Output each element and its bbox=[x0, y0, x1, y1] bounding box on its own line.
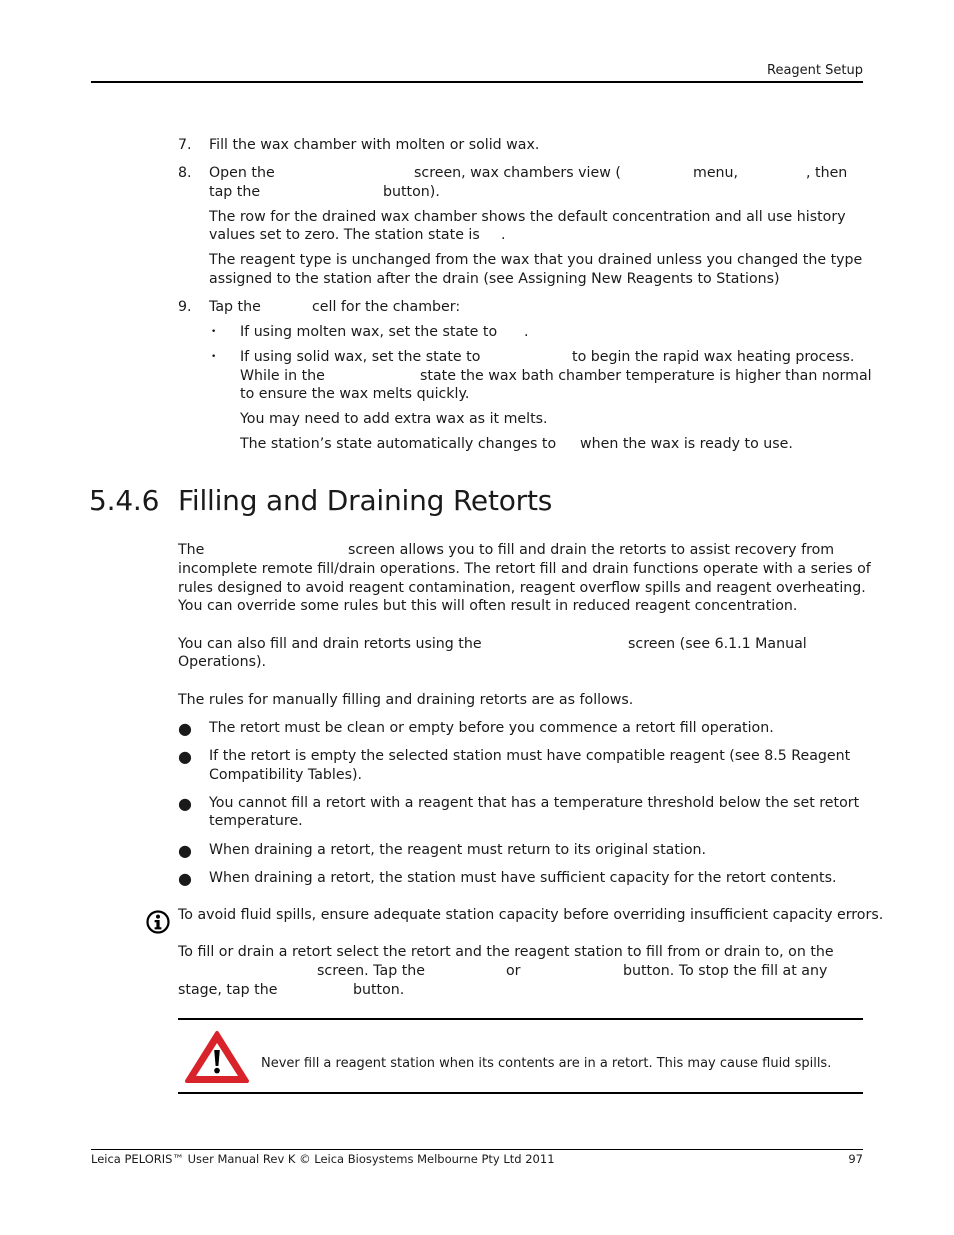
step-8-text: button). bbox=[383, 184, 440, 200]
step-8-text: , then bbox=[806, 165, 848, 181]
bullet-marker: • bbox=[211, 327, 217, 337]
body-paragraph: Operations). bbox=[178, 654, 267, 670]
body-paragraph: or bbox=[506, 963, 521, 979]
step-9-number: 9. bbox=[178, 299, 192, 315]
bullet-marker: ● bbox=[178, 869, 192, 888]
body-paragraph: To fill or drain a retort select the retort and the reagent station to fill from or drain to, on the bbox=[178, 944, 834, 960]
rule-item: When draining a retort, the station must have sufficient capacity for the retort contents. bbox=[209, 870, 837, 886]
step-8-text: tap the bbox=[209, 184, 261, 200]
step-8-paragraph: The row for the drained wax chamber shows the default concentration and all use history bbox=[209, 209, 846, 225]
body-paragraph: The rules for manually filling and draining retorts are as follows. bbox=[178, 692, 634, 708]
bullet-text: While in the bbox=[240, 368, 325, 384]
bullet-text: to begin the rapid wax heating process. bbox=[572, 349, 855, 365]
step-7-text: Fill the wax chamber with molten or solid wax. bbox=[209, 137, 540, 153]
info-note-text: To avoid fluid spills, ensure adequate station capacity before overriding insufficient capacity errors. bbox=[178, 907, 884, 923]
body-paragraph: You can also fill and drain retorts using the bbox=[178, 636, 482, 652]
running-header: Reagent Setup bbox=[767, 63, 863, 78]
step-8-paragraph: The reagent type is unchanged from the wax that you drained unless you changed the type bbox=[209, 252, 863, 268]
rule-item: Compatibility Tables). bbox=[209, 767, 363, 783]
bullet-text: to ensure the wax melts quickly. bbox=[240, 386, 470, 402]
body-paragraph: You can override some rules but this will often result in reduced reagent concentration. bbox=[178, 598, 798, 614]
bullet-marker: • bbox=[211, 352, 217, 362]
step-8-text: menu, bbox=[693, 165, 739, 181]
rule-item: temperature. bbox=[209, 813, 303, 829]
bullet-text: If using molten wax, set the state to bbox=[240, 324, 498, 340]
rule-item: You cannot fill a retort with a reagent that has a temperature threshold below the set retort bbox=[209, 795, 860, 811]
section-number: 5.4.6 bbox=[89, 484, 160, 517]
step-7-number: 7. bbox=[178, 137, 192, 153]
body-paragraph: button. bbox=[353, 982, 405, 998]
footer-rule bbox=[91, 1149, 863, 1150]
footer-copyright: Leica PELORIS™ User Manual Rev K © Leica Biosystems Melbourne Pty Ltd 2011 bbox=[91, 1152, 555, 1166]
step-8-paragraph: assigned to the station after the drain (see Assigning New Reagents to Stations) bbox=[209, 271, 780, 287]
warning-bottom-rule bbox=[178, 1092, 863, 1094]
step-9-text: cell for the chamber: bbox=[312, 299, 461, 315]
bullet-text: You may need to add extra wax as it melts. bbox=[240, 411, 548, 427]
step-8-number: 8. bbox=[178, 165, 192, 181]
body-paragraph: The bbox=[178, 542, 205, 558]
bullet-text: If using solid wax, set the state to bbox=[240, 349, 481, 365]
bullet-text: The station’s state automatically changes to bbox=[240, 436, 557, 452]
bullet-marker: ● bbox=[178, 719, 192, 738]
header-rule bbox=[91, 81, 863, 83]
rule-item: When draining a retort, the reagent must return to its original station. bbox=[209, 842, 707, 858]
rule-item: The retort must be clean or empty before you commence a retort fill operation. bbox=[209, 720, 774, 736]
body-paragraph: screen. Tap the bbox=[317, 963, 425, 979]
step-8-paragraph: . bbox=[501, 227, 506, 243]
step-8-text: Open the bbox=[209, 165, 275, 181]
step-8-paragraph: values set to zero. The station state is bbox=[209, 227, 480, 243]
warning-text: Never fill a reagent station when its contents are in a retort. This may cause fluid spills. bbox=[261, 1056, 832, 1071]
body-paragraph: stage, tap the bbox=[178, 982, 278, 998]
step-9-text: Tap the bbox=[209, 299, 261, 315]
warning-triangle-icon bbox=[184, 1030, 250, 1084]
page-number: 97 bbox=[848, 1152, 863, 1166]
bullet-marker: ● bbox=[178, 747, 192, 766]
info-icon bbox=[146, 910, 170, 934]
body-paragraph: screen allows you to fill and drain the retorts to assist recovery from bbox=[348, 542, 835, 558]
bullet-marker: ● bbox=[178, 794, 192, 813]
bullet-text: . bbox=[524, 324, 529, 340]
rule-item: If the retort is empty the selected station must have compatible reagent (see 8.5 Reagent bbox=[209, 748, 851, 764]
section-title: Filling and Draining Retorts bbox=[178, 484, 553, 517]
body-paragraph: incomplete remote fill/drain operations. The retort fill and drain functions operate with a series of bbox=[178, 561, 871, 577]
body-paragraph: rules designed to avoid reagent contamination, reagent overflow spills and reagent overheating. bbox=[178, 580, 866, 596]
body-paragraph: button. To stop the fill at any bbox=[623, 963, 828, 979]
step-8-text: screen, wax chambers view ( bbox=[414, 165, 621, 181]
bullet-marker: ● bbox=[178, 841, 192, 860]
bullet-text: when the wax is ready to use. bbox=[580, 436, 793, 452]
bullet-text: state the wax bath chamber temperature is higher than normal bbox=[420, 368, 872, 384]
warning-top-rule bbox=[178, 1018, 863, 1020]
body-paragraph: screen (see 6.1.1 Manual bbox=[628, 636, 807, 652]
